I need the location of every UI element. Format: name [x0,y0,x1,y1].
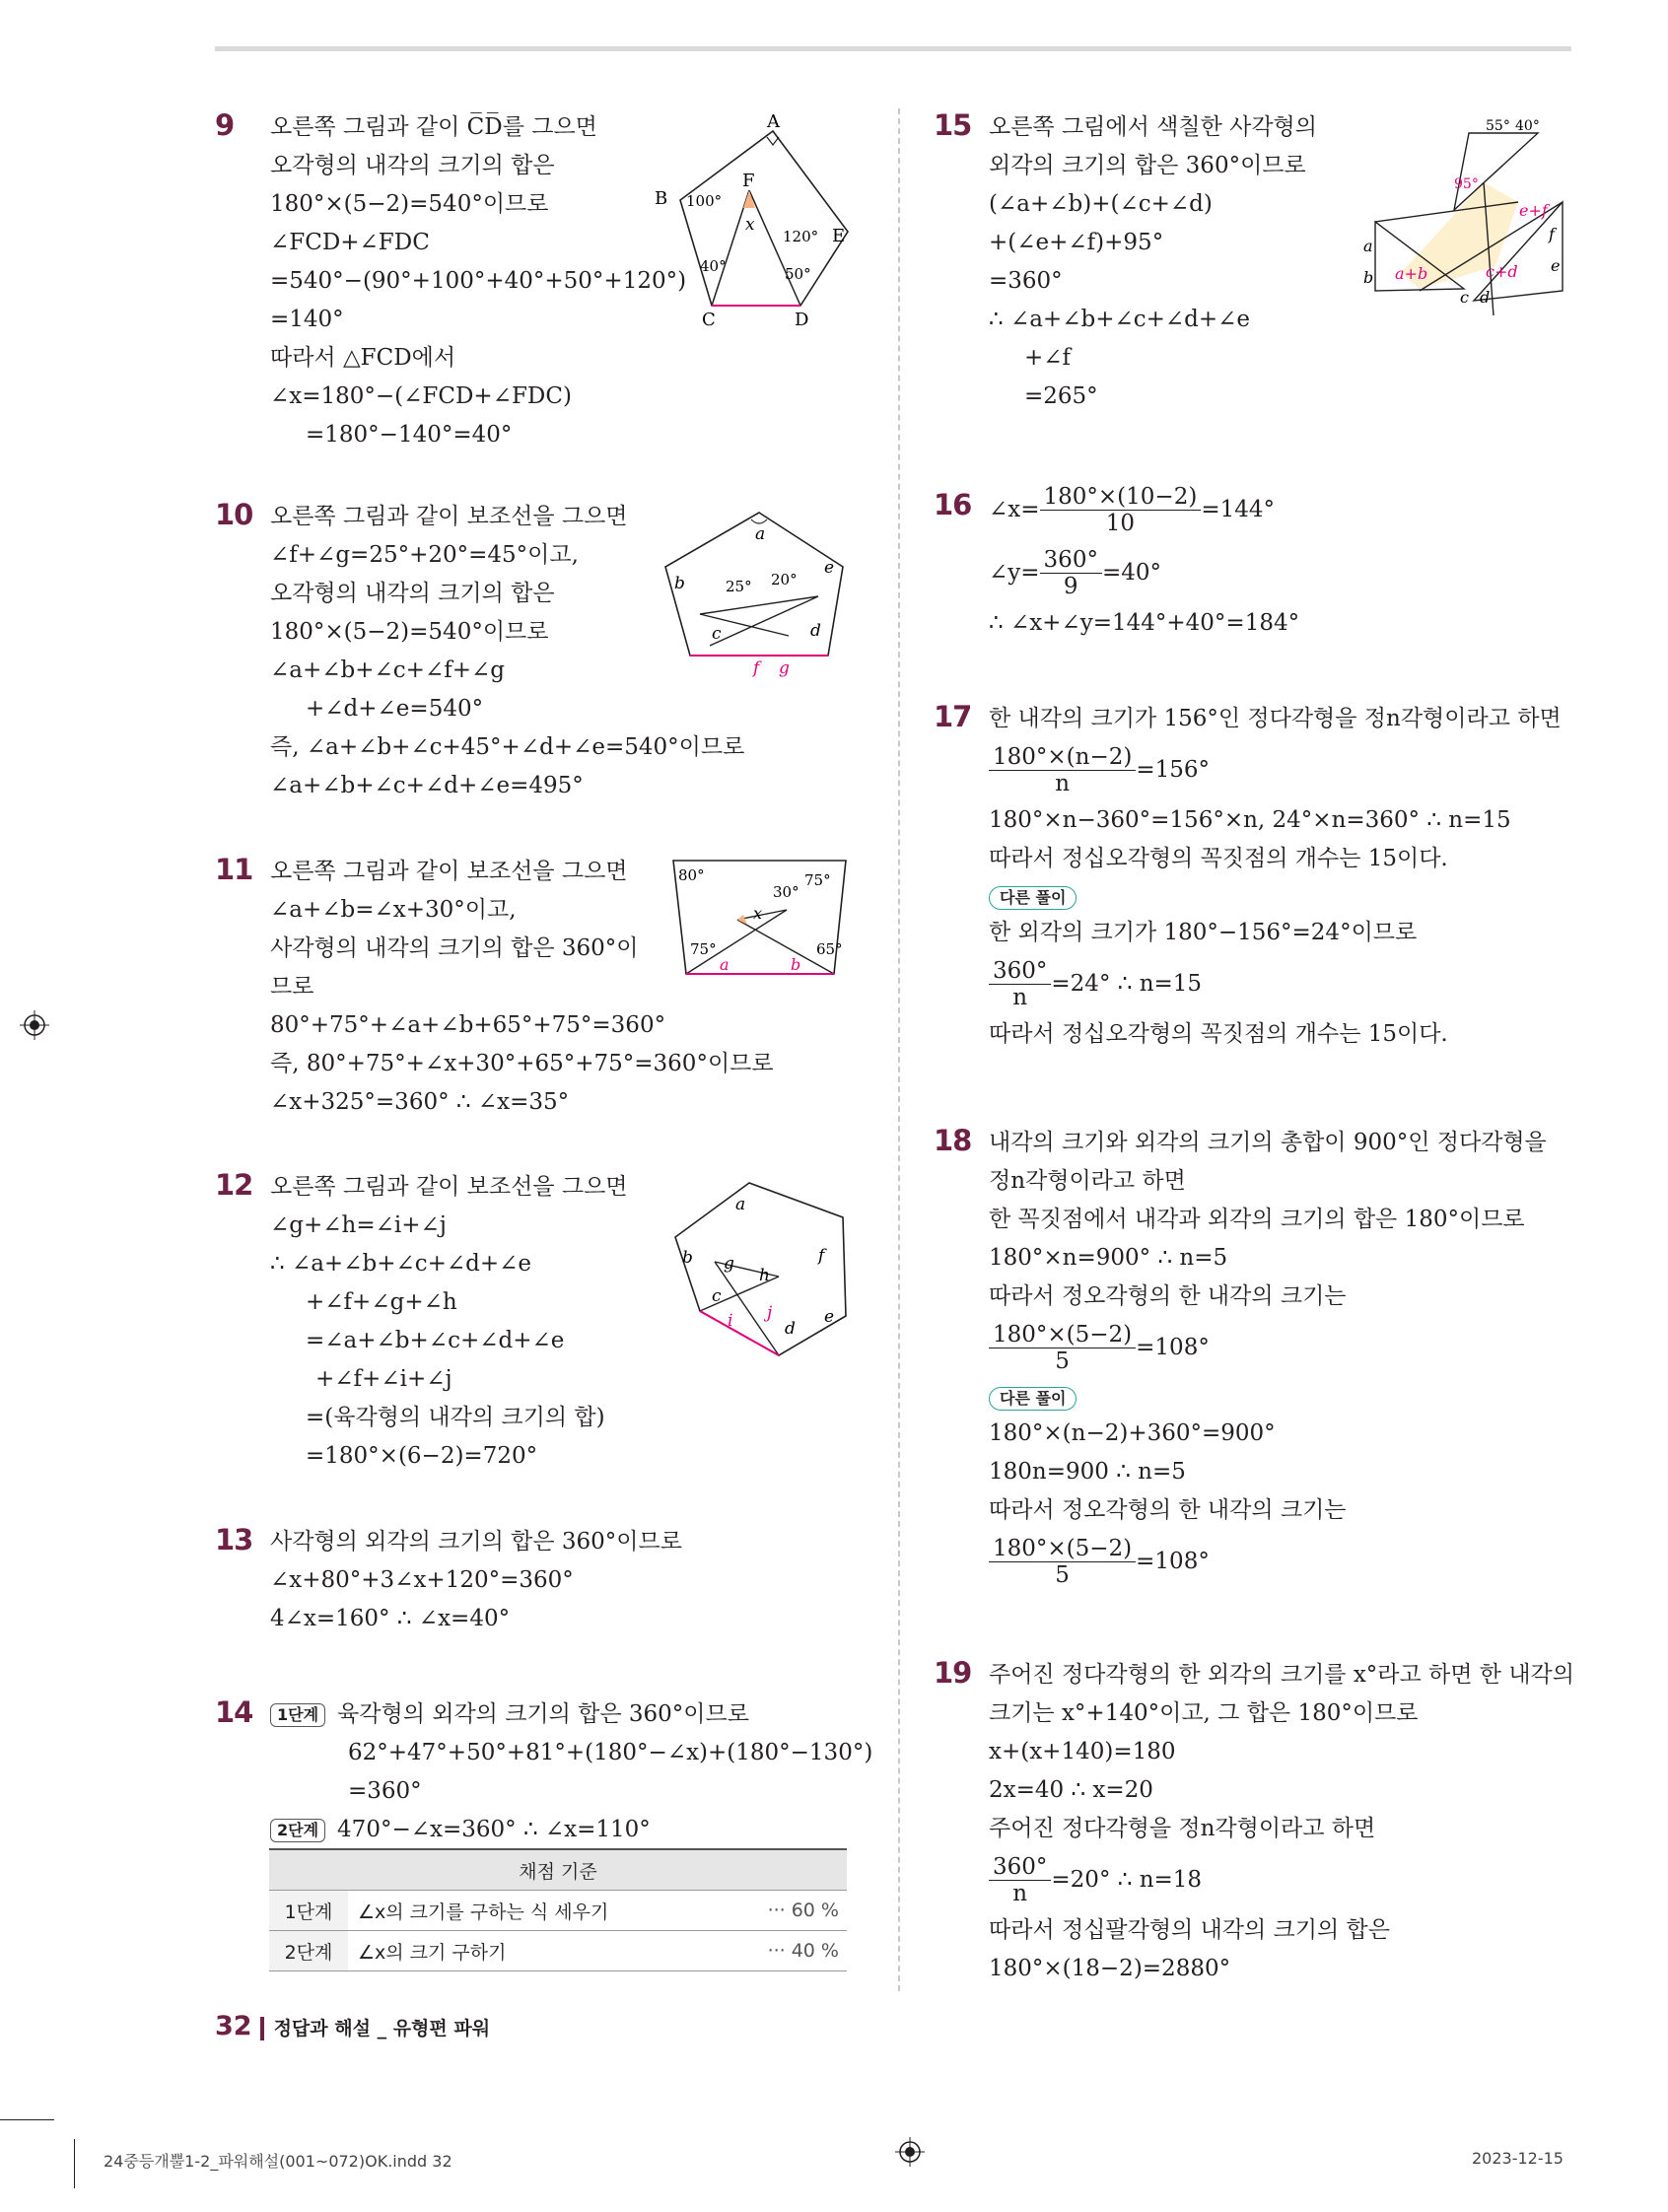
angle-label: i [728,1311,733,1331]
solution-text [270,1168,628,1476]
solution-line: +(∠e+∠f)+95° [989,230,1164,255]
column-divider [898,108,900,1991]
solution-text [270,1523,682,1638]
solution-line: 따라서 정십팔각형의 내각의 크기의 합은 [989,1917,1390,1943]
angle-label: e [1551,256,1561,275]
angle-label: d [810,621,821,641]
solution-line: 오각형의 내각의 크기의 합은 [270,153,555,178]
solution-line: 따라서 정십오각형의 꼭짓점의 개수는 15이다. [989,1021,1448,1047]
solution-line: =360° [348,1778,422,1804]
table-cell: ∠x의 크기 구하기 [348,1931,730,1971]
math-text: ∠y= [989,559,1040,586]
crop-mark [74,2139,75,2188]
table-cell: ∠x의 크기를 구하는 식 세우기 [348,1891,730,1931]
angle-label: b [1363,268,1374,287]
angle-label: x [745,215,755,235]
page-footer [215,2011,490,2041]
fraction-denominator: n [1012,1881,1028,1906]
table-row [269,1891,847,1931]
solution-line: =360° [989,268,1063,294]
math-text: =40° [1101,559,1161,586]
solution-line: 즉, 80°+75°+∠x+30°+65°+75°=360°이므로 [270,1051,774,1076]
solution-line: 외각의 크기의 합은 360°이므로 [989,153,1306,178]
solution-line: 따라서 정십오각형의 꼭짓점의 개수는 15이다. [989,846,1448,871]
file-slug: 24중등개뿔1-2_파워해설(001~072)OK.indd 32 [104,2152,452,2171]
hexagon-figure-12 [670,1178,858,1375]
solution-line: =265° [1024,383,1098,409]
angle-label: a+b [1395,264,1428,283]
angle-label: 120° [783,228,819,245]
star-figure-15 [1355,113,1577,320]
solution-line: =(육각형의 내각의 크기의 합) [306,1405,605,1430]
problem-number: 17 [934,700,972,733]
solution-line: ∠a+∠b+∠c+∠f+∠g [270,657,505,683]
solution-line: ∴ ∠x+∠y=144°+40°=184° [989,610,1300,636]
solution-text [270,108,686,454]
math-text: =144° [1201,496,1275,522]
vertex-label: A [767,111,780,132]
angle-label: 75° [690,940,717,958]
angle-label: 80° [678,866,705,884]
crop-mark [0,2119,54,2120]
solution-line: =540°−(90°+100°+40°+50°+120°) [270,268,687,294]
solution-line: 내각의 크기와 외각의 크기의 총합이 900°인 정다각형을 [989,1130,1547,1155]
step-badge: 2단계 [270,1819,325,1842]
footer-divider [260,2017,264,2040]
solution-line: +∠f [1024,345,1072,371]
math-text: ∠x= [989,496,1040,522]
fraction-numerator: 180°×(10−2) [1040,484,1202,511]
table-cell: 2단계 [269,1931,348,1971]
solution-line: 육각형의 외각의 크기의 합은 360°이므로 [337,1701,749,1727]
angle-label: h [759,1266,770,1285]
angle-label: a [1363,237,1373,255]
angle-label: 55° [1486,118,1510,134]
angle-label: j [767,1303,773,1323]
pentagon-figure-9 [651,113,858,330]
table-cell: ··· 60 % [730,1891,847,1931]
solution-line: ∠a+∠b=∠x+30°이고, [270,897,517,923]
angle-label: f [818,1246,825,1266]
alternative-solution-badge: 다른 풀이 [989,1387,1077,1411]
solution-line: 따라서 정오각형의 한 내각의 크기는 [989,1497,1347,1523]
solution-line: 오각형의 내각의 크기의 합은 [270,581,555,606]
solution-line: =180°−140°=40° [306,422,513,448]
angle-label: 20° [771,571,798,588]
solution-line: 80°+75°+∠a+∠b+65°+75°=360° [270,1012,666,1038]
solution-line: 180n=900 ∴ n=5 [989,1459,1186,1485]
pentagon-figure-10 [660,508,858,680]
solution-line: 오른쪽 그림과 같이 보조선을 그으면 [270,504,628,529]
fraction-denominator: n [1012,985,1028,1010]
solution-line: 62°+47°+50°+81°+(180°−∠x)+(180°−130°) [348,1740,873,1765]
registration-mark-icon [895,2137,925,2167]
vertex-label: F [742,171,755,191]
fraction-denominator: 10 [1105,510,1136,536]
fraction-numerator: 360° [989,958,1051,985]
solution-line: ∴ ∠a+∠b+∠c+∠d+∠e [270,1251,532,1277]
solution-line: 180°×(5−2)=540°이므로 [270,619,549,645]
angle-label: d [1480,288,1491,307]
fraction-denominator: 5 [1055,1348,1070,1374]
math-text: =156° [1136,757,1211,783]
solution-line: 므로 [270,974,314,1000]
solution-line: =∠a+∠b+∠c+∠d+∠e [306,1328,565,1353]
math-text: =20° ∴ n=18 [1051,1867,1203,1893]
vertex-label: B [655,188,668,209]
angle-label: c [712,1286,722,1306]
quadrilateral-figure-11 [668,856,856,979]
solution-line: 크기는 x°+140°이고, 그 합은 180°이므로 [989,1700,1419,1726]
table-cell: 1단계 [269,1891,348,1931]
fraction-numerator: 180°×(5−2) [989,1322,1136,1348]
problem-number: 14 [215,1695,253,1729]
solution-line: =140° [270,307,344,332]
vertex-label: D [795,310,809,330]
solution-line: ∠x+325°=360° ∴ ∠x=35° [270,1089,570,1115]
math-text: =108° [1136,1335,1210,1360]
solution-text [270,1695,872,1849]
solution-line: 2x=40 ∴ x=20 [989,1777,1153,1803]
solution-line: ∠a+∠b+∠c+∠d+∠e=495° [270,773,584,798]
problem-number: 11 [215,853,253,886]
solution-line: 사각형의 내각의 크기의 합은 360°이 [270,935,639,961]
scoring-table [269,1848,847,1971]
page-number: 32 [215,2011,252,2041]
angle-label: f [1549,225,1555,243]
table-cell: ··· 40 % [730,1931,847,1971]
angle-label: 50° [785,265,811,283]
angle-label: 95° [1454,176,1479,192]
solution-line: +∠f+∠g+∠h [306,1289,457,1315]
solution-line: 정n각형이라고 하면 [989,1168,1186,1194]
solution-line: ∠x+80°+3∠x+120°=360° [270,1567,574,1593]
solution-line: (∠a+∠b)+(∠c+∠d) [989,191,1213,217]
solution-line: +∠f+∠i+∠j [315,1366,452,1392]
angle-label: d [785,1319,796,1339]
solution-line: 4∠x=160° ∴ ∠x=40° [270,1606,511,1631]
angle-label: b [682,1248,693,1268]
solution-line: 따라서 정오각형의 한 내각의 크기는 [989,1283,1347,1309]
fraction-numerator: 180°×(n−2) [989,744,1136,771]
registration-mark-icon [20,1010,49,1040]
solution-line: +∠d+∠e=540° [306,696,484,722]
solution-line: 오른쪽 그림과 같이 C̅D̅를 그으면 [270,114,597,140]
solution-text [989,1656,1574,1988]
solution-line: ∠FCD+∠FDC [270,230,430,255]
problem-number: 9 [215,108,235,142]
math-text: =108° [1136,1549,1210,1574]
angle-label: 25° [726,578,752,595]
solution-line: x+(x+140)=180 [989,1739,1176,1764]
angle-label: e+f [1519,201,1548,220]
solution-line: 주어진 정다각형의 한 외각의 크기를 x°라고 하면 한 내각의 [989,1662,1574,1688]
angle-label: g [779,658,790,678]
angle-label: b [674,574,685,593]
problem-number: 16 [934,488,972,521]
angle-label: c [712,624,722,644]
problem-number: 18 [934,1124,972,1157]
angle-label: 40° [700,257,727,275]
angle-label: x [753,904,763,923]
fraction-numerator: 360° [1040,547,1102,574]
solution-line: 180°×(18−2)=2880° [989,1956,1231,1981]
angle-label: e [824,558,835,578]
solution-line: 오른쪽 그림과 같이 보조선을 그으면 [270,859,628,884]
solution-line: 180°×(5−2)=540°이므로 [270,191,549,217]
problem-number: 10 [215,498,253,531]
solution-line: 오른쪽 그림에서 색칠한 사각형의 [989,114,1317,140]
angle-label: e [824,1307,835,1327]
solution-line: ∠f+∠g=25°+20°=45°이고, [270,542,579,568]
fraction-numerator: 180°×(5−2) [989,1536,1136,1562]
fraction-numerator: 360° [989,1854,1051,1881]
solution-text [989,108,1317,416]
table-row [269,1931,847,1971]
solution-line: 한 꼭짓점에서 내각과 외각의 크기의 합은 180°이므로 [989,1207,1525,1232]
angle-label: 65° [816,940,843,958]
solution-line: ∠g+∠h=∠i+∠j [270,1212,447,1238]
solution-line: 오른쪽 그림과 같이 보조선을 그으면 [270,1174,628,1200]
angle-label: f [753,658,760,678]
angle-label: c [1460,288,1469,307]
solution-line: 주어진 정다각형을 정n각형이라고 하면 [989,1816,1376,1841]
angle-label: 40° [1515,118,1540,134]
fraction-denominator: 5 [1055,1562,1070,1588]
angle-label: a [755,524,766,544]
vertex-label: C [702,310,716,330]
solution-line: 180°×n−360°=156°×n, 24°×n=360° ∴ n=15 [989,807,1511,833]
solution-line: 즉, ∠a+∠b+∠c+45°+∠d+∠e=540°이므로 [270,734,745,760]
solution-line: ∠x=180°−(∠FCD+∠FDC) [270,383,572,409]
top-rule [215,46,1571,51]
angle-label: 100° [686,192,723,210]
solution-text [989,1124,1547,1593]
alternative-solution-badge: 다른 풀이 [989,886,1077,910]
step-badge: 1단계 [270,1703,325,1727]
angle-label: a [720,955,730,974]
solution-line: 한 내각의 크기가 156°인 정다각형을 정n각형이라고 하면 [989,706,1562,731]
solution-line: 180°×(n−2)+360°=900° [989,1420,1276,1446]
solution-line: 한 외각의 크기가 180°−156°=24°이므로 [989,920,1418,945]
solution-line: 따라서 △FCD에서 [270,345,456,371]
footer-title: 정답과 해설 _ 유형편 파워 [273,2018,491,2039]
angle-label: b [791,955,801,974]
problem-number: 13 [215,1523,253,1556]
solution-text [989,478,1299,643]
problem-number: 15 [934,108,972,142]
problem-number: 12 [215,1168,253,1202]
problem-number: 19 [934,1656,972,1690]
solution-line: =180°×(6−2)=720° [306,1443,538,1469]
solution-line: 180°×n=900° ∴ n=5 [989,1245,1228,1271]
angle-label: g [724,1254,734,1274]
angle-label: 30° [773,883,799,901]
solution-line: ∴ ∠a+∠b+∠c+∠d+∠e [989,307,1251,332]
angle-label: 75° [804,871,831,889]
fraction-denominator: n [1055,771,1071,796]
fraction-denominator: 9 [1063,573,1078,599]
math-text: =24° ∴ n=15 [1051,971,1203,997]
vertex-label: E [832,226,846,246]
solution-line: 사각형의 외각의 크기의 합은 360°이므로 [270,1529,682,1555]
solution-line: 470°−∠x=360° ∴ ∠x=110° [337,1817,651,1842]
print-date: 2023-12-15 [1472,2149,1564,2168]
angle-label: c+d [1486,262,1518,281]
solution-text [989,700,1562,1054]
table-header: 채점 기준 [269,1849,847,1891]
angle-label: a [735,1195,746,1214]
